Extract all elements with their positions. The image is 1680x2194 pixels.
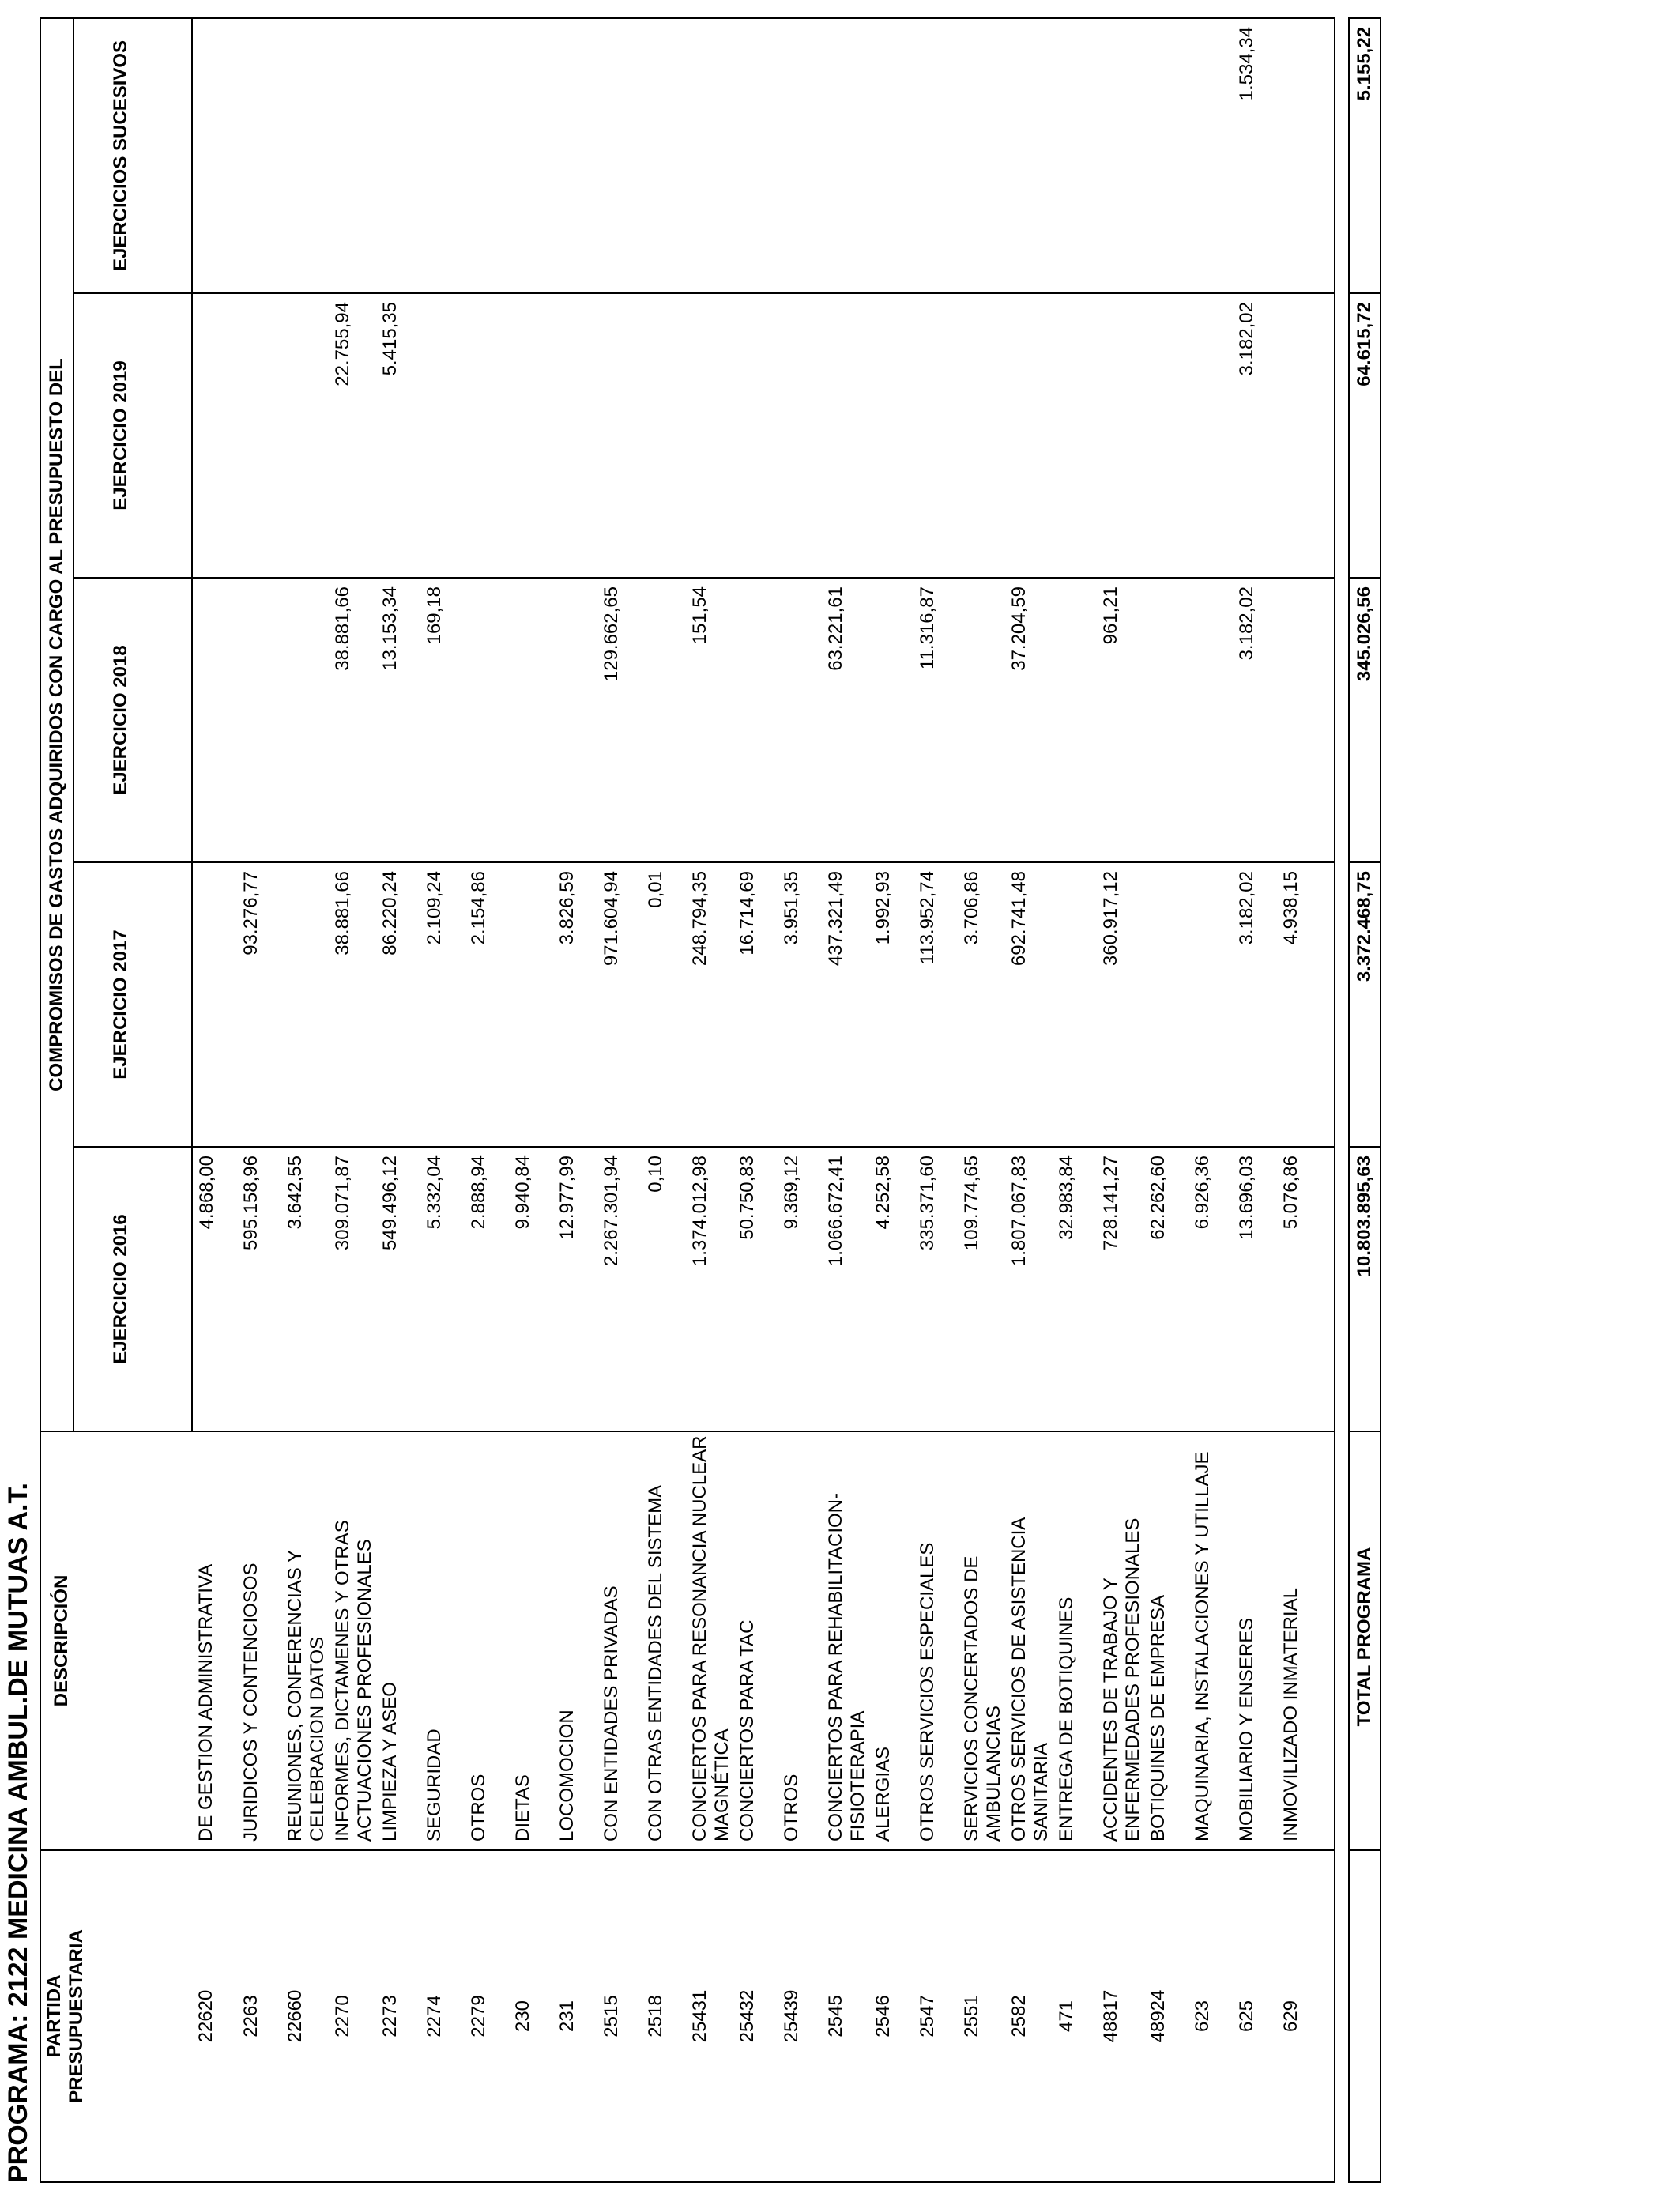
header-ejercicios-sucesivos: EJERCICIOS SUCESIVOS bbox=[73, 18, 192, 293]
cell-2018 bbox=[733, 578, 778, 862]
cell-2017 bbox=[509, 862, 553, 1147]
cell-2017 bbox=[1188, 862, 1233, 1147]
table-row bbox=[1097, 18, 1144, 2182]
cell-descripcion: OTROS bbox=[778, 1431, 822, 1850]
cell-2018 bbox=[958, 578, 1005, 862]
table-row bbox=[192, 18, 237, 2182]
table-row bbox=[1277, 18, 1321, 2182]
cell-2017: 692.741,48 bbox=[1005, 862, 1053, 1147]
cell-partida: 231 bbox=[553, 1850, 597, 2182]
cell-partida: 2518 bbox=[642, 1850, 686, 2182]
cell-2016: 9.940,84 bbox=[509, 1147, 553, 1431]
cell-2018: 151,54 bbox=[686, 578, 733, 862]
table-row bbox=[778, 18, 822, 2182]
table-row bbox=[733, 18, 778, 2182]
cell-2016: 109.774,65 bbox=[958, 1147, 1005, 1431]
total-label: TOTAL PROGRAMA bbox=[1349, 1431, 1381, 1850]
cell-2019 bbox=[778, 293, 822, 578]
cell-2016: 50.750,83 bbox=[733, 1147, 778, 1431]
header-ejercicio-2018: EJERCICIO 2018 bbox=[73, 578, 192, 862]
cell-sucesivos bbox=[1053, 18, 1097, 293]
table-row bbox=[1053, 18, 1097, 2182]
cell-partida: 22620 bbox=[192, 1850, 237, 2182]
cell-2018: 63.221,61 bbox=[822, 578, 869, 862]
table-row bbox=[686, 18, 733, 2182]
cell-partida: 25431 bbox=[686, 1850, 733, 2182]
total-2017: 3.372.468,75 bbox=[1349, 862, 1381, 1147]
budget-table bbox=[40, 17, 1381, 2183]
cell-sucesivos bbox=[778, 18, 822, 293]
cell-descripcion: ALERGIAS bbox=[869, 1431, 913, 1850]
cell-2016: 5.332,04 bbox=[420, 1147, 465, 1431]
cell-2018 bbox=[553, 578, 597, 862]
table-row bbox=[822, 18, 869, 2182]
cell-2017: 248.794,35 bbox=[686, 862, 733, 1147]
table-row bbox=[237, 18, 281, 2182]
cell-2017: 971.604,94 bbox=[597, 862, 642, 1147]
cell-partida: 25432 bbox=[733, 1850, 778, 2182]
cell-2016: 62.262,60 bbox=[1144, 1147, 1188, 1431]
cell-partida: 2263 bbox=[237, 1850, 281, 2182]
cell-2019 bbox=[509, 293, 553, 578]
cell-2019 bbox=[958, 293, 1005, 578]
cell-partida: 471 bbox=[1053, 1850, 1097, 2182]
cell-2016: 1.066.672,41 bbox=[822, 1147, 869, 1431]
cell-2016: 6.926,36 bbox=[1188, 1147, 1233, 1431]
page-title: PROGRAMA: 2122 MEDICINA AMBUL.DE MUTUAS A.T. bbox=[3, 1483, 33, 2183]
cell-descripcion: DIETAS bbox=[509, 1431, 553, 1850]
cell-2019 bbox=[597, 293, 642, 578]
cell-sucesivos bbox=[329, 18, 376, 293]
cell-sucesivos bbox=[1188, 18, 1233, 293]
cell-2019 bbox=[1144, 293, 1188, 578]
cell-2017 bbox=[1144, 862, 1188, 1147]
cell-descripcion: CONCIERTOS PARA RESONANCIA NUCLEAR MAGNÉTICA bbox=[686, 1431, 733, 1850]
cell-sucesivos bbox=[1277, 18, 1321, 293]
cell-2018 bbox=[237, 578, 281, 862]
cell-2017: 2.154,86 bbox=[465, 862, 509, 1147]
table-row bbox=[281, 18, 329, 2182]
cell-descripcion: CONCIERTOS PARA REHABILITACION-FISIOTERAPIA bbox=[822, 1431, 869, 1850]
cell-2016: 12.977,99 bbox=[553, 1147, 597, 1431]
cell-partida: 2273 bbox=[376, 1850, 420, 2182]
cell-2018 bbox=[465, 578, 509, 862]
cell-partida: 2270 bbox=[329, 1850, 376, 2182]
cell-descripcion: MAQUINARIA, INSTALACIONES Y UTILLAJE bbox=[1188, 1431, 1233, 1850]
cell-sucesivos bbox=[822, 18, 869, 293]
cell-2016: 9.369,12 bbox=[778, 1147, 822, 1431]
cell-2018: 11.316,87 bbox=[913, 578, 958, 862]
cell-2017: 86.220,24 bbox=[376, 862, 420, 1147]
cell-2019: 22.755,94 bbox=[329, 293, 376, 578]
cell-2017: 0,01 bbox=[642, 862, 686, 1147]
header-partida bbox=[40, 1850, 192, 2182]
cell-2019 bbox=[553, 293, 597, 578]
cell-partida: 22660 bbox=[281, 1850, 329, 2182]
cell-sucesivos bbox=[192, 18, 237, 293]
cell-2019 bbox=[1277, 293, 1321, 578]
cell-sucesivos bbox=[509, 18, 553, 293]
cell-descripcion: LOCOMOCION bbox=[553, 1431, 597, 1850]
cell-2017: 113.952,74 bbox=[913, 862, 958, 1147]
total-sucesivos: 5.155,22 bbox=[1349, 18, 1381, 293]
cell-sucesivos bbox=[597, 18, 642, 293]
cell-sucesivos bbox=[237, 18, 281, 293]
total-2016: 10.803.895,63 bbox=[1349, 1147, 1381, 1431]
header-descripcion: DESCRIPCIÓN bbox=[40, 1431, 192, 1850]
cell-2019 bbox=[1188, 293, 1233, 578]
cell-2019 bbox=[465, 293, 509, 578]
cell-descripcion: SEGURIDAD bbox=[420, 1431, 465, 1850]
cell-descripcion: OTROS SERVICIOS ESPECIALES bbox=[913, 1431, 958, 1850]
table-row bbox=[376, 18, 420, 2182]
cell-sucesivos bbox=[913, 18, 958, 293]
cell-2017 bbox=[192, 862, 237, 1147]
cell-2019 bbox=[192, 293, 237, 578]
cell-sucesivos bbox=[1005, 18, 1053, 293]
cell-2018 bbox=[509, 578, 553, 862]
table-row bbox=[329, 18, 376, 2182]
cell-descripcion: OTROS SERVICIOS DE ASISTENCIA SANITARIA bbox=[1005, 1431, 1053, 1850]
table-row bbox=[553, 18, 597, 2182]
cell-2016: 1.374.012,98 bbox=[686, 1147, 733, 1431]
table-row bbox=[597, 18, 642, 2182]
cell-sucesivos bbox=[465, 18, 509, 293]
cell-sucesivos: 1.534,34 bbox=[1233, 18, 1277, 293]
cell-descripcion: OTROS bbox=[465, 1431, 509, 1850]
cell-sucesivos bbox=[686, 18, 733, 293]
cell-sucesivos bbox=[420, 18, 465, 293]
cell-descripcion: DE GESTION ADMINISTRATIVA bbox=[192, 1431, 237, 1850]
cell-2016: 549.496,12 bbox=[376, 1147, 420, 1431]
header-group: COMPROMISOS DE GASTOS ADQUIRIDOS CON CARGO AL PRESUPUESTO DEL bbox=[40, 18, 73, 1431]
total-2018: 345.026,56 bbox=[1349, 578, 1381, 862]
cell-partida: 2279 bbox=[465, 1850, 509, 2182]
cell-descripcion: LIMPIEZA Y ASEO bbox=[376, 1431, 420, 1850]
cell-descripcion: INMOVILIZADO INMATERIAL bbox=[1277, 1431, 1321, 1850]
cell-descripcion: ACCIDENTES DE TRABAJO Y ENFERMEDADES PROFESIONALES bbox=[1097, 1431, 1144, 1850]
cell-2016: 335.371,60 bbox=[913, 1147, 958, 1431]
cell-sucesivos bbox=[376, 18, 420, 293]
cell-sucesivos bbox=[553, 18, 597, 293]
cell-partida: 2551 bbox=[958, 1850, 1005, 2182]
header-ejercicio-2017: EJERCICIO 2017 bbox=[73, 862, 192, 1147]
cell-2016: 2.267.301,94 bbox=[597, 1147, 642, 1431]
header-partida-label: PARTIDA PRESUPUESTARIA bbox=[43, 1929, 87, 2103]
total-row bbox=[1349, 18, 1381, 2182]
cell-2019 bbox=[642, 293, 686, 578]
cell-partida: 2547 bbox=[913, 1850, 958, 2182]
cell-2018 bbox=[869, 578, 913, 862]
cell-descripcion: CON OTRAS ENTIDADES DEL SISTEMA bbox=[642, 1431, 686, 1850]
cell-partida: 625 bbox=[1233, 1850, 1277, 2182]
cell-2016: 13.696,03 bbox=[1233, 1147, 1277, 1431]
table-row bbox=[1005, 18, 1053, 2182]
cell-descripcion: REUNIONES, CONFERENCIAS Y CELEBRACION DATOS bbox=[281, 1431, 329, 1850]
cell-descripcion: MOBILIARIO Y ENSERES bbox=[1233, 1431, 1277, 1850]
cell-partida: 2545 bbox=[822, 1850, 869, 2182]
table-row bbox=[913, 18, 958, 2182]
cell-2016: 2.888,94 bbox=[465, 1147, 509, 1431]
cell-2017: 93.276,77 bbox=[237, 862, 281, 1147]
cell-partida: 2582 bbox=[1005, 1850, 1053, 2182]
cell-2019 bbox=[420, 293, 465, 578]
header-ejercicio-2016: EJERCICIO 2016 bbox=[73, 1147, 192, 1431]
cell-2017: 3.706,86 bbox=[958, 862, 1005, 1147]
cell-2016: 0,10 bbox=[642, 1147, 686, 1431]
cell-2017: 437.321,49 bbox=[822, 862, 869, 1147]
cell-2018: 37.204,59 bbox=[1005, 578, 1053, 862]
cell-partida: 2515 bbox=[597, 1850, 642, 2182]
cell-2018 bbox=[778, 578, 822, 862]
cell-sucesivos bbox=[733, 18, 778, 293]
table-row bbox=[642, 18, 686, 2182]
cell-2017: 2.109,24 bbox=[420, 862, 465, 1147]
cell-2017: 3.182,02 bbox=[1233, 862, 1277, 1147]
cell-2018: 129.662,65 bbox=[597, 578, 642, 862]
header-ejercicio-2019: EJERCICIO 2019 bbox=[73, 293, 192, 578]
cell-descripcion: JURIDICOS Y CONTENCIOSOS bbox=[237, 1431, 281, 1850]
cell-2017: 4.938,15 bbox=[1277, 862, 1321, 1147]
cell-sucesivos bbox=[869, 18, 913, 293]
cell-2018: 13.153,34 bbox=[376, 578, 420, 862]
table-body bbox=[192, 18, 1321, 2182]
cell-2017: 3.826,59 bbox=[553, 862, 597, 1147]
cell-2019 bbox=[1053, 293, 1097, 578]
cell-2016: 5.076,86 bbox=[1277, 1147, 1321, 1431]
table-row bbox=[958, 18, 1005, 2182]
cell-sucesivos bbox=[958, 18, 1005, 293]
cell-2018: 3.182,02 bbox=[1233, 578, 1277, 862]
cell-2016: 595.158,96 bbox=[237, 1147, 281, 1431]
table-row bbox=[869, 18, 913, 2182]
table-row bbox=[1233, 18, 1277, 2182]
cell-2016: 728.141,27 bbox=[1097, 1147, 1144, 1431]
cell-2018 bbox=[1188, 578, 1233, 862]
cell-sucesivos bbox=[281, 18, 329, 293]
cell-descripcion: BOTIQUINES DE EMPRESA bbox=[1144, 1431, 1188, 1850]
cell-2016: 4.252,58 bbox=[869, 1147, 913, 1431]
table-row bbox=[420, 18, 465, 2182]
cell-2016: 1.807.067,83 bbox=[1005, 1147, 1053, 1431]
cell-2018 bbox=[281, 578, 329, 862]
cell-2019 bbox=[1097, 293, 1144, 578]
cell-2019 bbox=[733, 293, 778, 578]
cell-partida: 2274 bbox=[420, 1850, 465, 2182]
cell-2018 bbox=[642, 578, 686, 862]
table-row bbox=[1188, 18, 1233, 2182]
cell-partida: 623 bbox=[1188, 1850, 1233, 2182]
cell-sucesivos bbox=[642, 18, 686, 293]
cell-2019: 5.415,35 bbox=[376, 293, 420, 578]
cell-2016: 309.071,87 bbox=[329, 1147, 376, 1431]
cell-sucesivos bbox=[1097, 18, 1144, 293]
table-row bbox=[1144, 18, 1188, 2182]
cell-2018 bbox=[1144, 578, 1188, 862]
cell-2017: 360.917,12 bbox=[1097, 862, 1144, 1147]
cell-descripcion: CON ENTIDADES PRIVADAS bbox=[597, 1431, 642, 1850]
cell-2017 bbox=[1053, 862, 1097, 1147]
cell-2018 bbox=[1277, 578, 1321, 862]
cell-descripcion: CONCIERTOS PARA TAC bbox=[733, 1431, 778, 1850]
cell-descripcion: INFORMES, DICTAMENES Y OTRAS ACTUACIONES PROFESIONALES bbox=[329, 1431, 376, 1850]
cell-partida: 629 bbox=[1277, 1850, 1321, 2182]
cell-2017: 3.951,35 bbox=[778, 862, 822, 1147]
cell-partida: 25439 bbox=[778, 1850, 822, 2182]
cell-2017: 1.992,93 bbox=[869, 862, 913, 1147]
cell-2017: 38.881,66 bbox=[329, 862, 376, 1147]
cell-2019 bbox=[822, 293, 869, 578]
cell-2018: 961,21 bbox=[1097, 578, 1144, 862]
cell-2019 bbox=[869, 293, 913, 578]
cell-2018 bbox=[1053, 578, 1097, 862]
cell-2016: 32.983,84 bbox=[1053, 1147, 1097, 1431]
cell-2019: 3.182,02 bbox=[1233, 293, 1277, 578]
cell-2017 bbox=[281, 862, 329, 1147]
cell-partida: 2546 bbox=[869, 1850, 913, 2182]
cell-2018: 169,18 bbox=[420, 578, 465, 862]
cell-partida: 48924 bbox=[1144, 1850, 1188, 2182]
cell-2019 bbox=[237, 293, 281, 578]
cell-descripcion: SERVICIOS CONCERTADOS DE AMBULANCIAS bbox=[958, 1431, 1005, 1850]
cell-2018 bbox=[192, 578, 237, 862]
table-row bbox=[509, 18, 553, 2182]
table-row bbox=[465, 18, 509, 2182]
cell-2016: 3.642,55 bbox=[281, 1147, 329, 1431]
cell-2019 bbox=[1005, 293, 1053, 578]
cell-partida: 48817 bbox=[1097, 1850, 1144, 2182]
cell-2019 bbox=[281, 293, 329, 578]
cell-2019 bbox=[913, 293, 958, 578]
cell-descripcion: ENTREGA DE BOTIQUINES bbox=[1053, 1431, 1097, 1850]
total-2019: 64.615,72 bbox=[1349, 293, 1381, 578]
cell-2017: 16.714,69 bbox=[733, 862, 778, 1147]
cell-2019 bbox=[686, 293, 733, 578]
cell-sucesivos bbox=[1144, 18, 1188, 293]
cell-partida: 230 bbox=[509, 1850, 553, 2182]
cell-2016: 4.868,00 bbox=[192, 1147, 237, 1431]
cell-2018: 38.881,66 bbox=[329, 578, 376, 862]
